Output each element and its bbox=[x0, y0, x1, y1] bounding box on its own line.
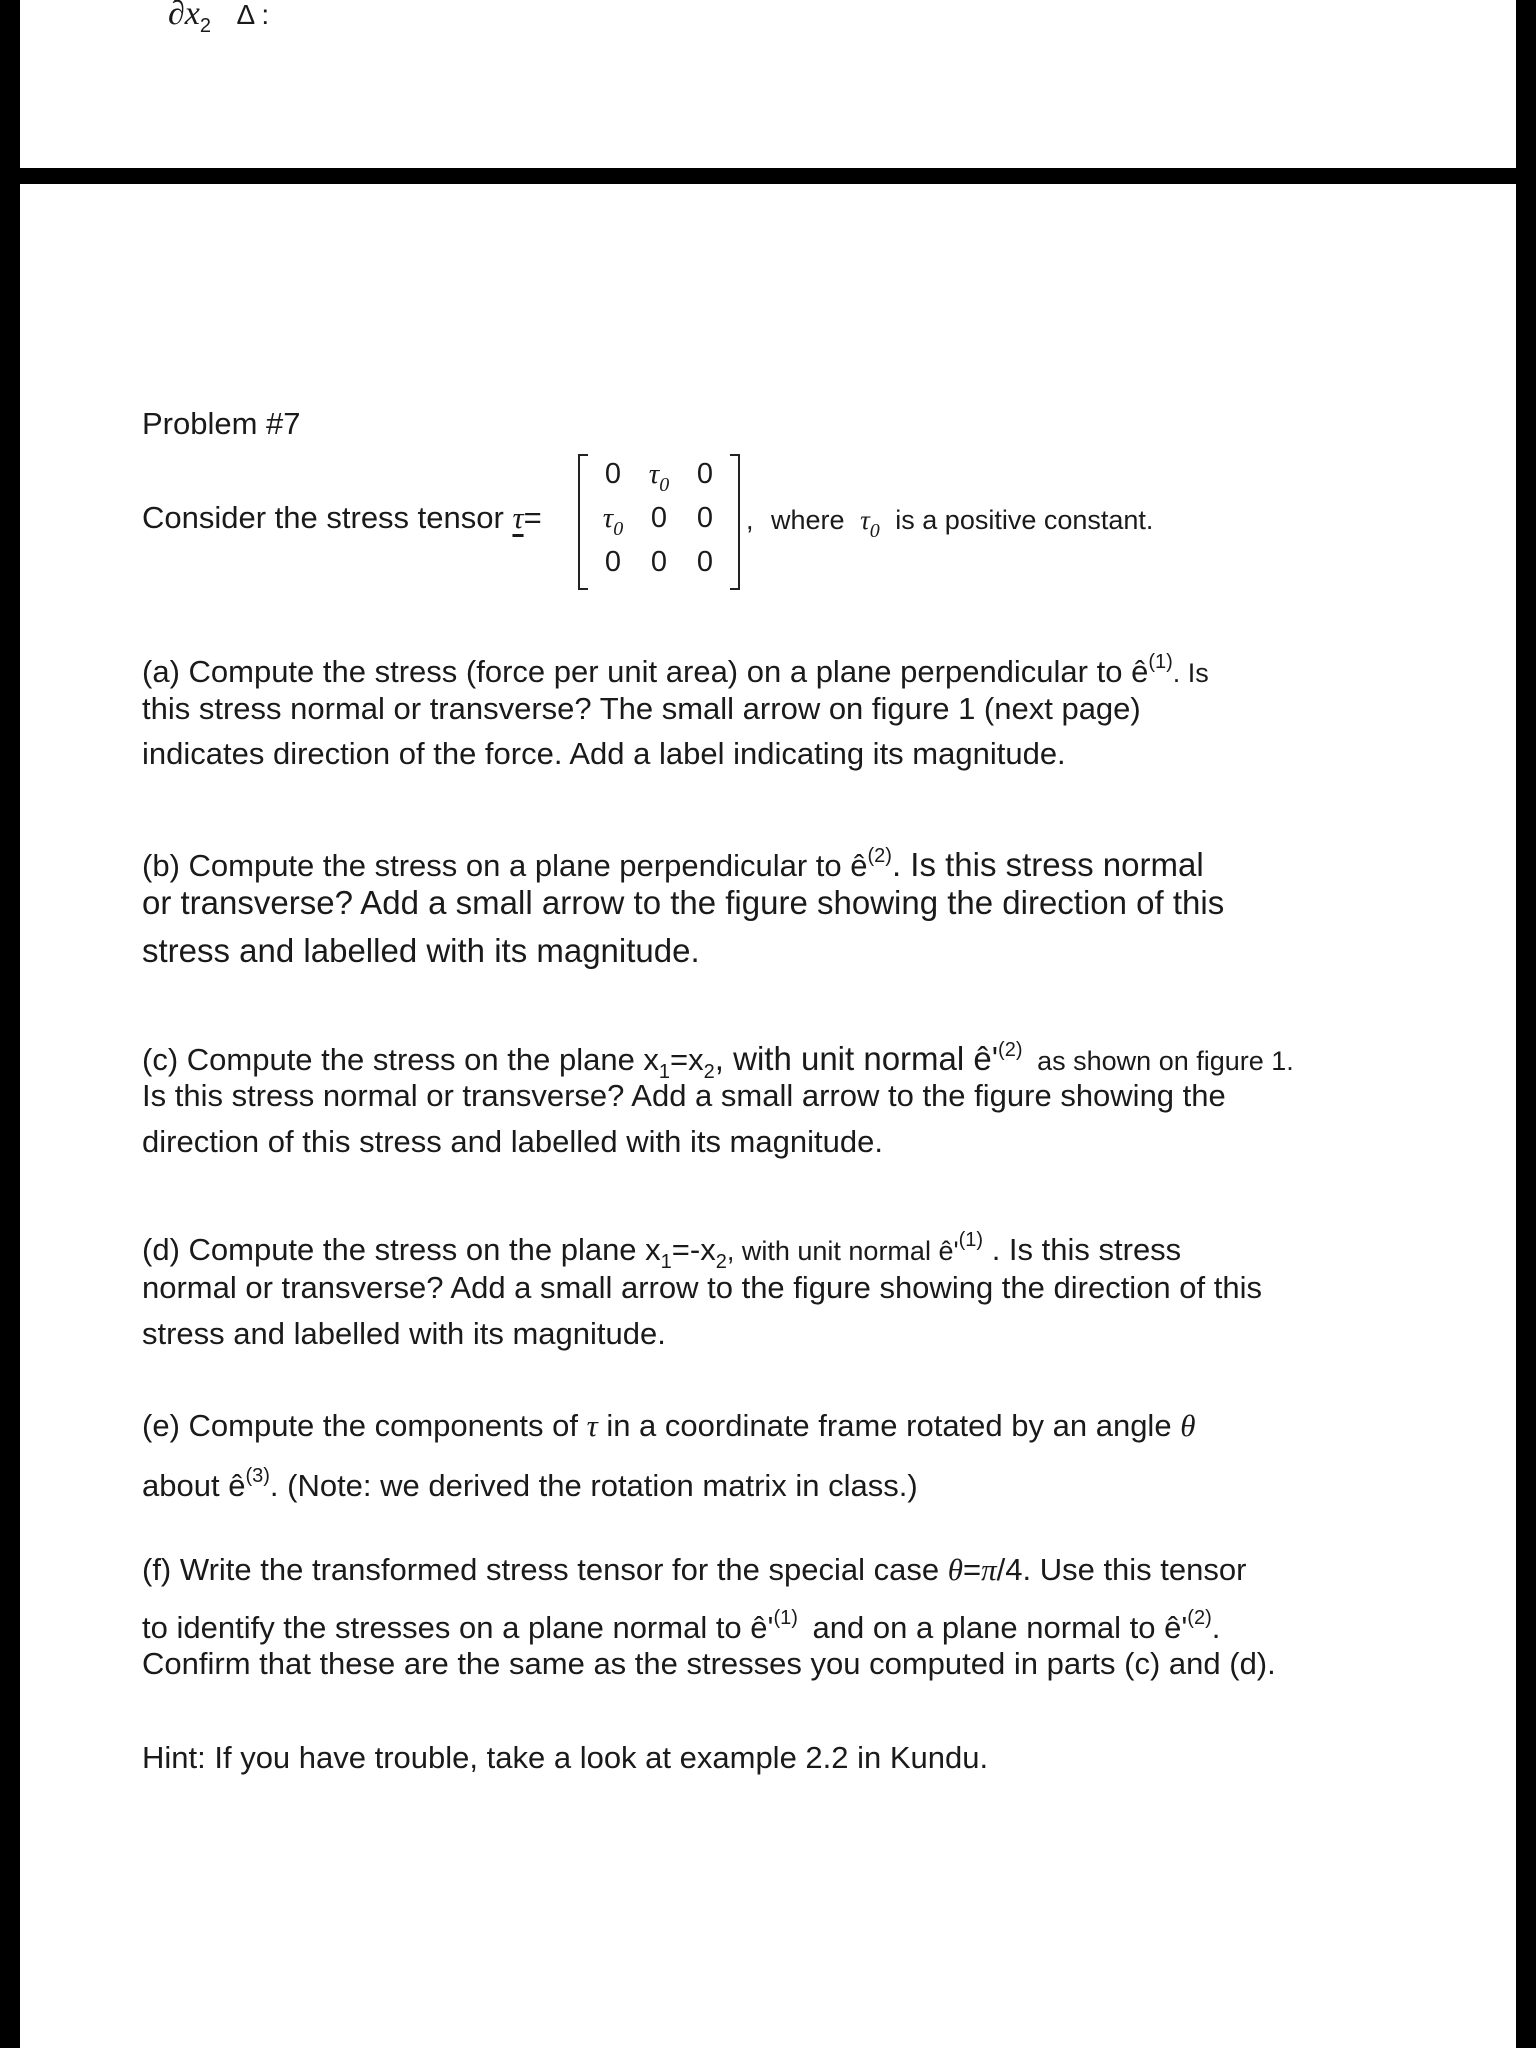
theta-symbol: θ bbox=[1180, 1408, 1196, 1443]
part-c-line-2: Is this stress normal or transverse? Add a small arrow to the figure showing the bbox=[142, 1078, 1226, 1113]
equals-sign: = bbox=[523, 500, 542, 535]
document-page bbox=[20, 184, 1516, 2048]
part-b-line-3: stress and labelled with its magnitude. bbox=[142, 932, 700, 969]
problem-title: Problem #7 bbox=[142, 406, 301, 441]
part-d-line-1: (d) Compute the stress on the plane $x_1=-x_2$, with unit normal $ê'^{(1)}$ . Is this stress bbox=[142, 1229, 1182, 1273]
part-b-line-1: (b) Compute the stress on a plane perpendicular to $ê^{(2)}$. Is this stress normal bbox=[142, 845, 1204, 883]
part-a-line-1: (a) Compute the stress (force per unit area) on a plane perpendicular to $ê^{(1)}$. Is bbox=[142, 651, 1209, 689]
previous-page-fragment bbox=[20, 0, 1516, 168]
stress-matrix bbox=[578, 454, 740, 588]
matrix-cell-2-1: $\tau_0$ bbox=[602, 502, 624, 540]
tau-zero-symbol: $\tau_0$ bbox=[860, 505, 880, 542]
part-c-line-1: (c) Compute the stress on the plane $x_1=x_2$, with unit normal $ê'^{(2)}$ as shown on figure 1. bbox=[142, 1039, 1294, 1083]
part-a-line-2: this stress normal or transverse? The small arrow on figure 1 (next page) bbox=[142, 691, 1141, 726]
matrix-left-bracket bbox=[578, 454, 588, 590]
matrix-cell-2-2: 0 bbox=[650, 502, 668, 534]
matrix-cell-1-2: $\tau_0$ bbox=[648, 458, 670, 496]
matrix-cell-3-3: 0 bbox=[696, 546, 714, 578]
hint-text: Hint: If you have trouble, take a look at example 2.2 in Kundu. bbox=[142, 1740, 989, 1775]
intro-after-text: , where $\tau_0$ is a positive constant. bbox=[746, 505, 1154, 542]
part-f-line-1: (f) Write the transformed stress tensor for the special case θ=π/4. Use this tensor bbox=[142, 1552, 1247, 1587]
part-d-line-3: stress and labelled with its magnitude. bbox=[142, 1316, 666, 1351]
tau-symbol: τ bbox=[586, 1408, 598, 1443]
part-e-line-1: (e) Compute the components of τ in a coordinate frame rotated by an angle θ bbox=[142, 1408, 1196, 1443]
part-d-line-2: normal or transverse? Add a small arrow to the figure showing the direction of this bbox=[142, 1270, 1262, 1305]
matrix-cell-2-3: 0 bbox=[696, 502, 714, 534]
partial-derivative-fragment: $\partial x_2$ Δ : bbox=[168, 0, 270, 37]
matrix-right-bracket bbox=[730, 454, 740, 590]
part-c-line-3: direction of this stress and labelled with its magnitude. bbox=[142, 1124, 883, 1159]
part-b-line-2: or transverse? Add a small arrow to the figure showing the direction of this bbox=[142, 884, 1225, 921]
matrix-cell-3-1: 0 bbox=[604, 546, 622, 578]
part-f-line-3: Confirm that these are the same as the stresses you computed in parts (c) and (d). bbox=[142, 1646, 1276, 1681]
trailing-symbol: Δ : bbox=[236, 0, 270, 30]
part-e-line-2: about $ê^{(3)}$. (Note: we derived the rotation matrix in class.) bbox=[142, 1465, 918, 1503]
intro-before-text: Consider the stress tensor τ= bbox=[142, 500, 542, 535]
tensor-symbol: τ bbox=[512, 500, 524, 535]
matrix-cell-3-2: 0 bbox=[650, 546, 668, 578]
matrix-cell-1-1: 0 bbox=[604, 458, 622, 490]
part-f-line-2: to identify the stresses on a plane normal to $ê'^{(1)}$ and on a plane normal to $ê'^{(2)}$. bbox=[142, 1607, 1221, 1645]
part-a-line-3: indicates direction of the force. Add a label indicating its magnitude. bbox=[142, 736, 1066, 771]
matrix-cell-1-3: 0 bbox=[696, 458, 714, 490]
